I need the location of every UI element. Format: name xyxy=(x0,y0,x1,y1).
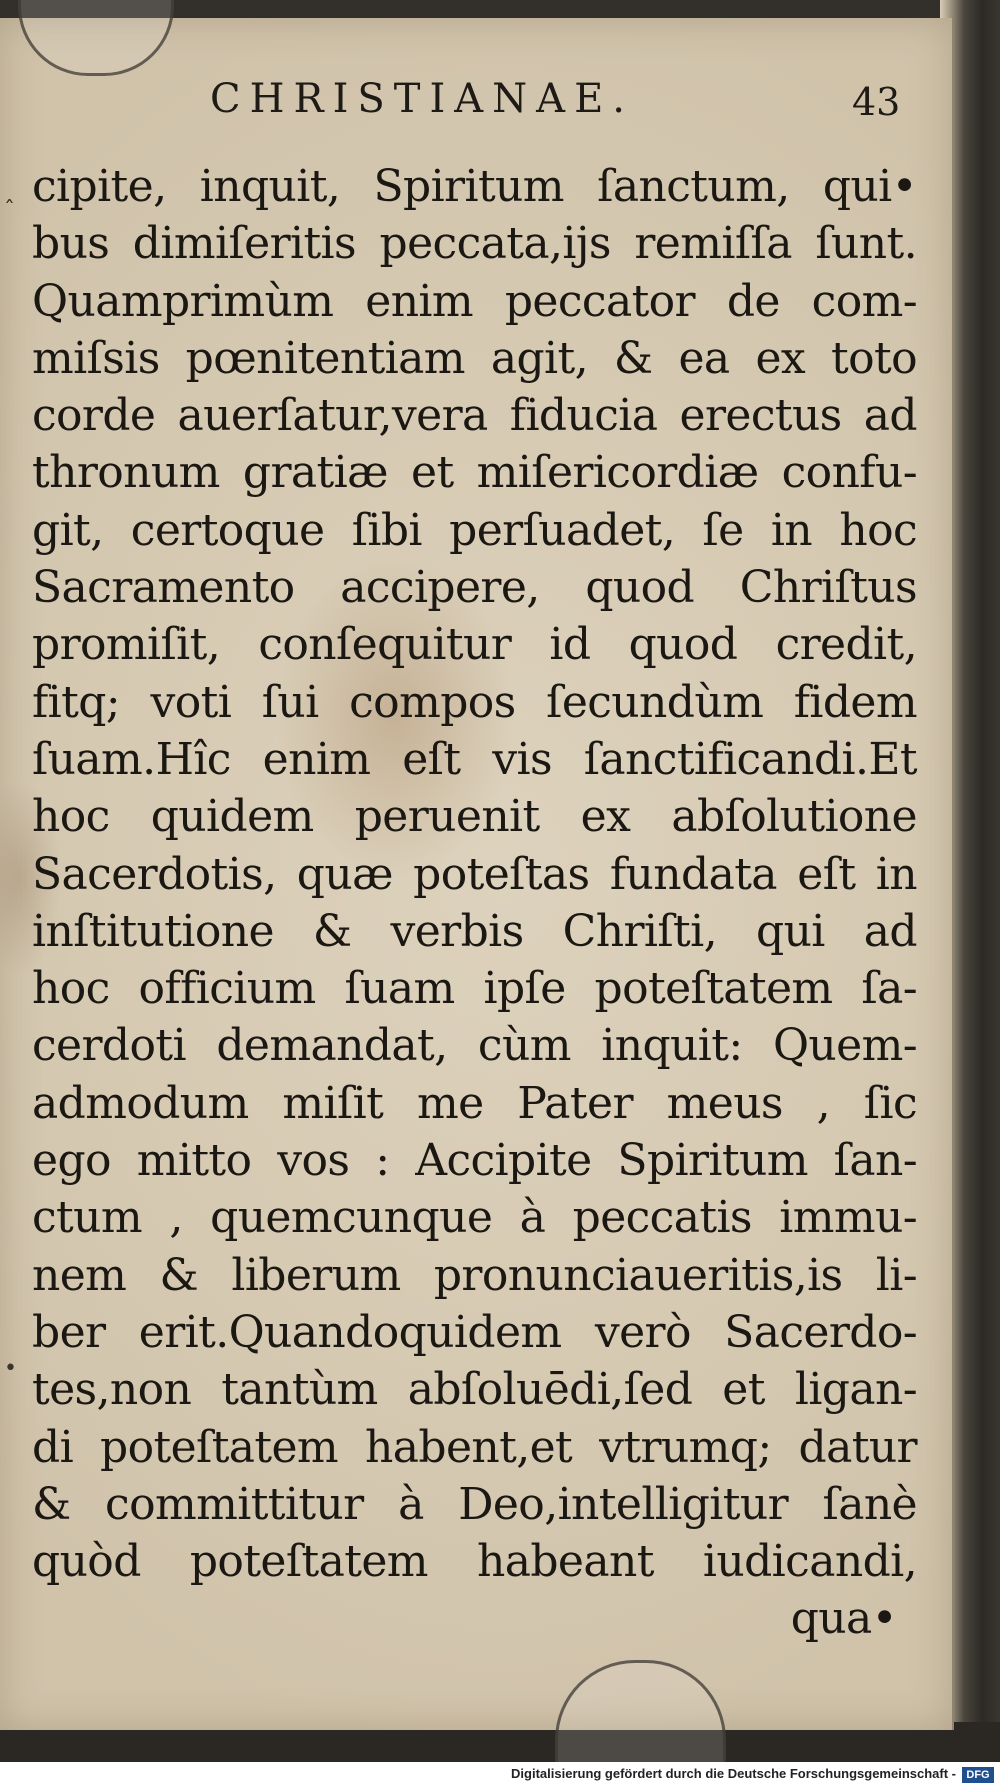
text-line: ctum , quemcunque à peccatis immu- xyxy=(32,1192,917,1244)
text-line: Sacramento accipere, quod Chriſtus xyxy=(32,562,917,614)
text-line: fitq; voti ſui compos ſecundùm fidem xyxy=(32,676,917,728)
text-line: ber erit.Quandoquidem verò Sacerdo- xyxy=(32,1306,917,1358)
text-line: corde auerſatur,vera fiducia erectus ad xyxy=(32,390,917,442)
text-line: miſsis pœnitentiam agit, & ea ex toto xyxy=(32,332,917,384)
text-line: Sacerdotis, quæ poteſtas fundata eſt in xyxy=(32,848,917,900)
page-number: 43 xyxy=(852,80,901,124)
text-line: bus dimiſeritis peccata,ijs remiſſa ſunt. xyxy=(32,218,917,270)
book-page xyxy=(0,18,954,1730)
funding-credit: Digitalisierung gefördert durch die Deutsche Forschungsgemeinschaft - xyxy=(511,1766,956,1781)
text-line: ego mitto vos : Accipite Spiritum ſan- xyxy=(32,1135,917,1187)
catchword: qua• xyxy=(790,1593,897,1645)
text-line: & committitur à Deo,intelligitur ſanè xyxy=(32,1478,917,1530)
text-line: promiſit, conſequitur id quod credit, xyxy=(32,619,917,671)
text-line: admodum miſit me Pater meus , ſic xyxy=(32,1077,917,1129)
margin-mark: ˆ xyxy=(4,198,15,223)
text-line: thronum gratiæ et miſericordiæ confu- xyxy=(32,447,917,499)
text-line: inſtitutione & verbis Chriſti, qui ad xyxy=(32,905,917,957)
text-line: nem & liberum pronunciaueritis,is li- xyxy=(32,1249,917,1301)
text-line: hoc quidem peruenit ex abſolutione xyxy=(32,791,917,843)
running-head-title: CHRISTIANAE. xyxy=(210,76,634,122)
dfg-logo: DFG xyxy=(962,1767,994,1783)
text-line: ſuam.Hîc enim eſt vis ſanctificandi.Et xyxy=(32,733,917,785)
text-line: cerdoti demandat, cùm inquit: Quem- xyxy=(32,1020,917,1072)
running-head xyxy=(0,76,952,136)
text-line: cipite, inquit, Spiritum ſanctum, qui• xyxy=(32,161,917,212)
text-line: di poteſtatem habent,et vtrumq; datur xyxy=(32,1421,917,1473)
text-line: quòd poteſtatem habeant iudicandi, xyxy=(32,1536,917,1588)
margin-mark: • xyxy=(4,1356,17,1381)
text-line: hoc officium ſuam ipſe poteſtatem ſa- xyxy=(32,963,917,1015)
body-text xyxy=(32,158,917,1648)
text-line: Quamprimùm enim peccator de com- xyxy=(32,275,917,327)
text-line: tes,non tantùm abſoluēdi,ſed et ligan- xyxy=(32,1364,917,1416)
text-line: git, certoque ſibi perſuadet, ſe in hoc xyxy=(32,504,917,556)
digitization-footer xyxy=(0,1762,1000,1789)
